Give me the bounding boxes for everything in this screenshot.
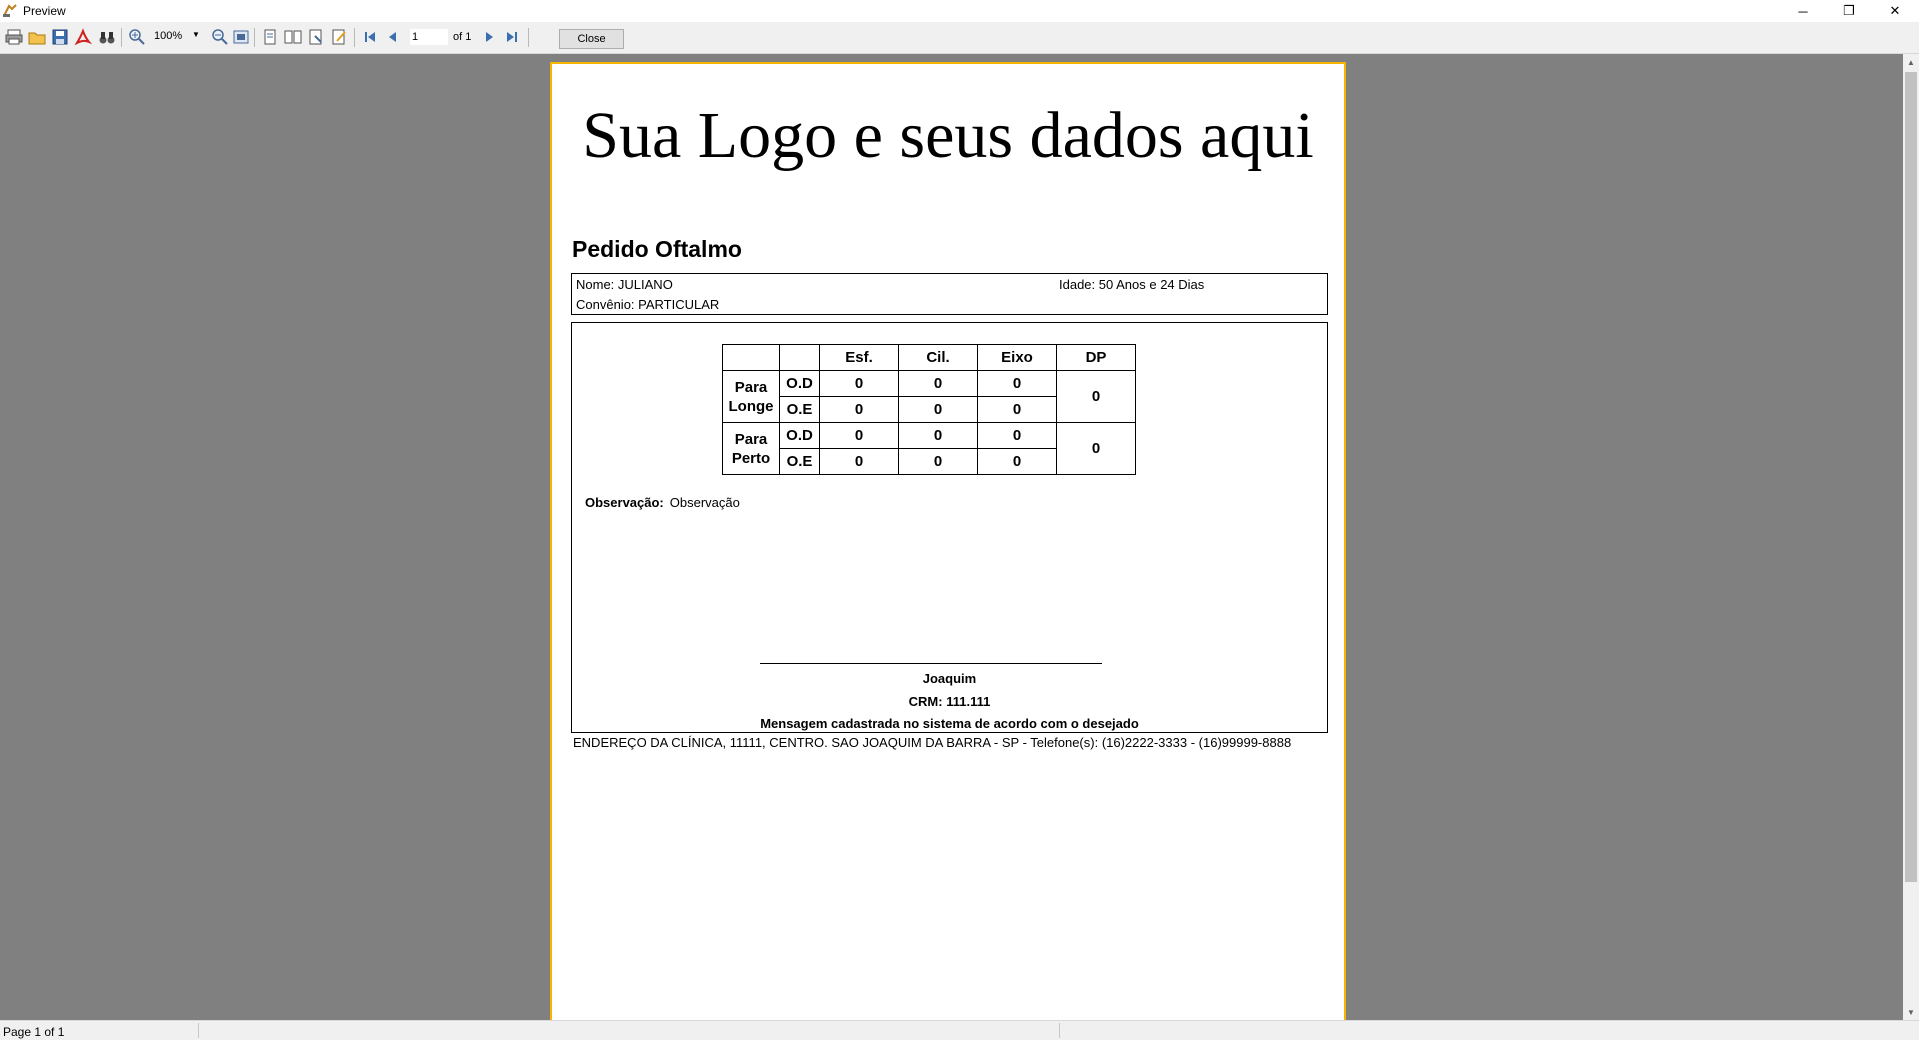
doctor-name: Joaquim (922, 671, 977, 686)
zoom-in-icon[interactable] (128, 28, 146, 46)
last-page-icon[interactable] (503, 28, 521, 46)
doctor-crm: CRM: 111.111 (908, 694, 991, 709)
status-divider (1059, 1023, 1060, 1038)
header-cell (780, 345, 820, 371)
export-pdf-icon[interactable] (74, 28, 92, 46)
scroll-up-icon[interactable]: ▲ (1907, 57, 1915, 67)
table-row (723, 371, 1136, 397)
table-header-row (723, 345, 1136, 371)
single-page-icon[interactable] (261, 28, 279, 46)
restore-button[interactable]: ❐ (1843, 3, 1855, 18)
print-icon[interactable] (5, 28, 23, 46)
near-label-line: Perto (731, 449, 771, 467)
signature-line (760, 663, 1102, 664)
zoom-select[interactable]: 100% (154, 30, 183, 42)
window-title: Preview (23, 4, 66, 18)
near-label-line: Para (734, 430, 768, 448)
status-page-info: Page 1 of 1 (3, 1025, 65, 1039)
page-count-label: of 1 (453, 31, 472, 43)
patient-age: Idade: 50 Anos e 24 Dias (1059, 277, 1205, 292)
near-oe-esf: 0 (820, 449, 899, 475)
scrollbar-thumb[interactable] (1905, 72, 1917, 882)
prescription-box (571, 322, 1328, 733)
report-page (550, 62, 1346, 1020)
near-od-esf: 0 (820, 423, 899, 449)
observation-value: Observação (669, 495, 740, 510)
oe-label: O.E (780, 397, 820, 423)
logo-placeholder: Sua Logo e seus dados aqui (582, 99, 1314, 172)
preview-toolbar (0, 22, 1919, 54)
oe-label: O.E (780, 449, 820, 475)
far-oe-cil: 0 (899, 397, 978, 423)
od-label: O.D (780, 371, 820, 397)
toolbar-separator (354, 28, 355, 47)
report-title: Pedido Oftalmo (572, 236, 742, 262)
toolbar-separator (528, 28, 529, 47)
minimize-button[interactable]: ─ (1798, 3, 1808, 19)
status-bar (0, 1020, 1919, 1040)
near-oe-eixo: 0 (978, 449, 1057, 475)
near-od-cil: 0 (899, 423, 978, 449)
first-page-icon[interactable] (361, 28, 379, 46)
status-divider (198, 1023, 199, 1038)
page-number-input[interactable] (410, 29, 448, 45)
patient-insurance: Convênio: PARTICULAR (576, 297, 720, 312)
near-label (723, 423, 780, 475)
window-close-button[interactable]: ✕ (1889, 3, 1901, 18)
toolbar-separator (121, 28, 122, 47)
save-icon[interactable] (51, 28, 69, 46)
preview-viewport[interactable] (0, 54, 1903, 1020)
od-label: O.D (780, 423, 820, 449)
patient-name: Nome: JULIANO (576, 277, 673, 292)
edit-page-icon[interactable] (330, 28, 348, 46)
header-esf: Esf. (820, 345, 899, 371)
far-dp: 0 (1057, 371, 1136, 423)
find-binoculars-icon[interactable] (98, 28, 116, 46)
far-od-eixo: 0 (978, 371, 1057, 397)
far-label-line: Longe (728, 397, 774, 415)
far-label-line: Para (734, 378, 768, 396)
far-od-cil: 0 (899, 371, 978, 397)
far-od-esf: 0 (820, 371, 899, 397)
observation-label: Observação: (585, 495, 664, 510)
page-setup-icon[interactable] (307, 28, 325, 46)
preview-app-icon (3, 4, 17, 17)
scroll-down-icon[interactable]: ▼ (1907, 1007, 1915, 1017)
chevron-down-icon[interactable]: ▼ (192, 30, 200, 39)
far-oe-esf: 0 (820, 397, 899, 423)
toolbar-separator (254, 28, 255, 47)
close-button[interactable]: Close (559, 29, 624, 49)
header-cil: Cil. (899, 345, 978, 371)
near-dp: 0 (1057, 423, 1136, 475)
near-oe-cil: 0 (899, 449, 978, 475)
header-dp: DP (1057, 345, 1136, 371)
next-page-icon[interactable] (480, 28, 498, 46)
observation (585, 495, 740, 510)
open-folder-icon[interactable] (28, 28, 46, 46)
near-od-eixo: 0 (978, 423, 1057, 449)
zoom-out-icon[interactable] (211, 28, 229, 46)
patient-info-box (571, 273, 1328, 315)
far-oe-eixo: 0 (978, 397, 1057, 423)
custom-message: Mensagem cadastrada no sistema de acordo com o desejado (760, 716, 1139, 731)
vertical-scrollbar[interactable] (1903, 54, 1919, 1020)
fit-page-icon[interactable] (232, 28, 250, 46)
header-cell (723, 345, 780, 371)
multiple-pages-icon[interactable] (284, 28, 302, 46)
header-eixo: Eixo (978, 345, 1057, 371)
far-label (723, 371, 780, 423)
title-bar (0, 0, 1919, 22)
clinic-address: ENDEREÇO DA CLÍNICA, 11111, CENTRO. SAO JOAQUIM DA BARRA - SP - Telefone(s): (16)2222-3333 - (16)99999-8888 (573, 735, 1292, 750)
previous-page-icon[interactable] (384, 28, 402, 46)
table-row (723, 423, 1136, 449)
prescription-table (722, 344, 1136, 475)
